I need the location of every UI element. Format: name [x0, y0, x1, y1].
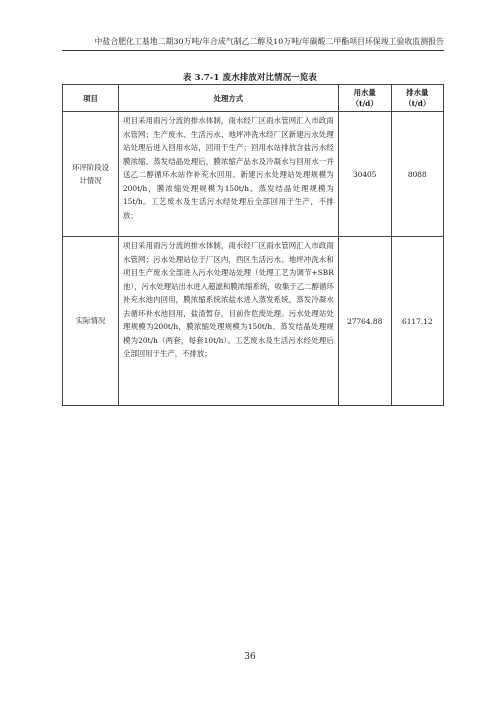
- row-item: 实际情况: [63, 237, 119, 406]
- page-number: 36: [244, 652, 256, 662]
- header-water-use-unit: （t/d）: [351, 99, 378, 108]
- header-water-use: [338, 85, 391, 112]
- header-discharge-unit: （t/d）: [404, 99, 431, 108]
- row-item: 环评阶段设计情况: [63, 112, 119, 237]
- header-method: 处理方式: [118, 85, 338, 112]
- row-water-use: 27764.88: [338, 237, 391, 406]
- table-row: [63, 237, 444, 406]
- row-discharge: 8088: [391, 112, 443, 237]
- row-water-use: 30405: [338, 112, 391, 237]
- page-header: 中盐合肥化工基地二期30万吨/年合成气制乙二醇及10万吨/年碳酸二甲酯项目环保竣工验收监测报告: [62, 36, 444, 51]
- row-method: 项目采用雨污分流的排水体制，雨水经厂区雨水管网汇入市政雨水管网；污水处理站位于厂区内，西区生活污水、地坪冲洗水和项目生产废水全部进入污水处理站处理（处理工艺为调节+SBR池），污水处理站出水进入超滤和膜浓缩系统，收集于乙二醇循环补充水池内回用，膜浓缩系统浓盐水进入蒸发系统，蒸发冷凝水去循环补水池回用，盐渣暂存，目前作危废处理。污水处理站处理规模为200t/h，膜浓缩处理规模为150t/h、蒸发结晶处理规模为20t/h（两套，每套10t/h）。工艺废水及生活污水经处理后全部回用于生产，不排放；: [118, 237, 338, 406]
- header-discharge-label: 排水量: [406, 88, 429, 97]
- header-water-use-label: 用水量: [353, 88, 376, 97]
- row-method: 项目采用雨污分流的排水体制，雨水经厂区雨水管网汇入市政雨水管网；生产废水、生活污水、地坪冲洗水经厂区新建污水处理站处理后进入回用水站，回用于生产；回用水站排放含盐污水经膜浓缩、蒸发结晶处理后，膜浓缩产品水及冷凝水与回用水一并送乙二醇循环水站作补充水回用。新建污水处理站处理规模为200t/h，膜浓缩处理规模为150t/h、蒸发结晶处理规模为15t/h。工艺废水及生活污水经处理后全部回用于生产，不排放；: [118, 112, 338, 237]
- wastewater-comparison-table: [62, 84, 444, 406]
- row-discharge: 6117.12: [391, 237, 443, 406]
- table-caption: 表 3.7-1 废水排放对比情况一览表: [182, 72, 317, 82]
- table-header-row: [63, 85, 444, 112]
- header-item: 项目: [63, 85, 119, 112]
- table-row: [63, 112, 444, 237]
- header-discharge: [391, 85, 443, 112]
